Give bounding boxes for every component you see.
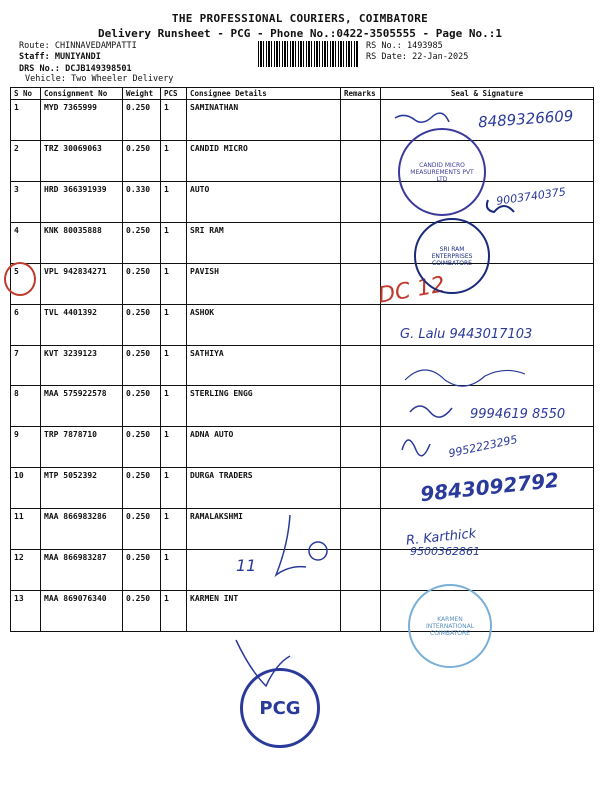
- cell-pcs: 1: [161, 181, 187, 222]
- cell-remarks: [341, 509, 381, 550]
- rs-date-line: RS Date: 22-Jan-2025: [366, 52, 469, 62]
- cell-weight: 0.250: [123, 140, 161, 181]
- header-sno: S No: [11, 88, 41, 100]
- cell-weight: 0.250: [123, 427, 161, 468]
- cell-weight: 0.250: [123, 591, 161, 632]
- header-signature: Seal & Signature: [381, 88, 594, 100]
- cell-pcs: 1: [161, 550, 187, 591]
- table-row: [11, 591, 594, 632]
- route-line: Route: CHINNAVEDAMPATTI: [19, 41, 137, 51]
- cell-remarks: [341, 386, 381, 427]
- karmen-stamp: KARMEN INTERNATIONAL COIMBATORE: [408, 584, 492, 668]
- barcode-image: [258, 41, 358, 67]
- rs-no-line: RS No.: 1493985: [366, 41, 443, 51]
- cell-sno: 6: [11, 304, 41, 345]
- cell-sno: 11: [11, 509, 41, 550]
- cell-remarks: [341, 222, 381, 263]
- cell-weight: 0.250: [123, 509, 161, 550]
- vehicle-line: Vehicle: Two Wheeler Delivery: [25, 74, 174, 84]
- header-consignee: Consignee Details: [187, 88, 341, 100]
- cell-signature: [381, 345, 594, 386]
- cell-consignee: SATHIYA: [187, 345, 341, 386]
- cell-consignee: PAVISH: [187, 263, 341, 304]
- cell-consignment: MAA 866983286: [41, 509, 123, 550]
- table-row: [11, 140, 594, 181]
- table-row: [11, 345, 594, 386]
- cell-consignee: CANDID MICRO: [187, 140, 341, 181]
- cell-weight: 0.250: [123, 100, 161, 141]
- rs-date-value: 22-Jan-2025: [412, 52, 469, 62]
- cell-weight: 0.250: [123, 468, 161, 509]
- cell-sno: 13: [11, 591, 41, 632]
- cell-sno: 1: [11, 100, 41, 141]
- cell-consignee: SRI RAM: [187, 222, 341, 263]
- cell-consignment: KNK 80035888: [41, 222, 123, 263]
- cell-remarks: [341, 345, 381, 386]
- cell-consignment: MTP 5052392: [41, 468, 123, 509]
- cell-weight: 0.250: [123, 386, 161, 427]
- route-value: CHINNAVEDAMPATTI: [54, 41, 137, 51]
- handwriting-row-3: 9003740375: [495, 185, 567, 208]
- cell-remarks: [341, 468, 381, 509]
- cell-pcs: 1: [161, 345, 187, 386]
- cell-weight: 0.250: [123, 304, 161, 345]
- header-consignment: Consignment No: [41, 88, 123, 100]
- staff-line: Staff: MUNIYANDI: [19, 52, 101, 62]
- cell-sno: 9: [11, 427, 41, 468]
- handwriting-row-5: DC 12: [376, 272, 447, 309]
- cell-pcs: 1: [161, 591, 187, 632]
- cell-weight: 0.250: [123, 345, 161, 386]
- cell-pcs: 1: [161, 263, 187, 304]
- table-row: [11, 509, 594, 550]
- sri-ram-stamp: SRI RAM ENTERPRISES COIMBATORE: [414, 218, 490, 294]
- handwriting-row-9: 9952223295: [447, 432, 519, 461]
- cell-consignee: AUTO: [187, 181, 341, 222]
- cell-weight: 0.250: [123, 550, 161, 591]
- cell-consignment: MYD 7365999: [41, 100, 123, 141]
- cell-consignment: TVL 4401392: [41, 304, 123, 345]
- candid-micro-stamp: CANDID MICRO MEASUREMENTS PVT LTD: [398, 128, 486, 216]
- runsheet-table: [10, 87, 594, 632]
- cell-remarks: [341, 591, 381, 632]
- cell-consignment: MAA 866983287: [41, 550, 123, 591]
- company-title: THE PROFESSIONAL COURIERS, COIMBATORE: [171, 12, 429, 25]
- cell-remarks: [341, 304, 381, 345]
- cell-pcs: 1: [161, 427, 187, 468]
- cell-pcs: 1: [161, 509, 187, 550]
- handwriting-row-11: R. Karthick: [405, 526, 477, 549]
- header-pcs: PCS: [161, 88, 187, 100]
- cell-consignment: HRD 366391939: [41, 181, 123, 222]
- cell-consignment: TRP 7878710: [41, 427, 123, 468]
- cell-consignee: ASHOK: [187, 304, 341, 345]
- cell-sno: 5: [11, 263, 41, 304]
- cell-remarks: [341, 263, 381, 304]
- cell-consignee: STERLING ENGG: [187, 386, 341, 427]
- handwriting-row-8: 9994619 8550: [470, 407, 566, 422]
- cell-weight: 0.250: [123, 222, 161, 263]
- handwriting-mark-12: 11: [236, 556, 257, 575]
- cell-weight: 0.330: [123, 181, 161, 222]
- runsheet-subtitle: Delivery Runsheet - PCG - Phone No.:0422-3505555 - Page No.:1: [98, 27, 502, 40]
- cell-sno: 3: [11, 181, 41, 222]
- cell-consignment: VPL 942834271: [41, 263, 123, 304]
- handwriting-row-1: 8489326609: [477, 106, 574, 132]
- drs-value: DCJB149398501: [65, 64, 132, 74]
- cell-sno: 4: [11, 222, 41, 263]
- cell-weight: 0.250: [123, 263, 161, 304]
- rs-no-value: 1493985: [406, 41, 443, 51]
- table-row: [11, 263, 594, 304]
- handwriting-row-10: 9843092792: [419, 467, 561, 507]
- cell-remarks: [341, 100, 381, 141]
- cell-pcs: 1: [161, 140, 187, 181]
- cell-consignment: KVT 3239123: [41, 345, 123, 386]
- cell-consignment: MAA 575922578: [41, 386, 123, 427]
- cell-sno: 10: [11, 468, 41, 509]
- cell-consignee: RAMALAKSHMI: [187, 509, 341, 550]
- cell-consignee: DURGA TRADERS: [187, 468, 341, 509]
- cell-consignee: KARMEN INT: [187, 591, 341, 632]
- handwriting-row-12: 9500362861: [410, 545, 480, 558]
- header-remarks: Remarks: [341, 88, 381, 100]
- drs-line: DRS No.: DCJB149398501: [19, 64, 132, 74]
- cell-sno: 8: [11, 386, 41, 427]
- cell-pcs: 1: [161, 222, 187, 263]
- cell-remarks: [341, 550, 381, 591]
- handwriting-row-6: G. Lalu 9443017103: [400, 327, 533, 342]
- header-weight: Weight: [123, 88, 161, 100]
- cell-consignment: MAA 869076340: [41, 591, 123, 632]
- table-header-row: [11, 88, 594, 100]
- cell-pcs: 1: [161, 386, 187, 427]
- cell-remarks: [341, 427, 381, 468]
- cell-pcs: 1: [161, 100, 187, 141]
- cell-consignee: SAMINATHAN: [187, 100, 341, 141]
- cell-consignee: ADNA AUTO: [187, 427, 341, 468]
- vehicle-value: Two Wheeler Delivery: [71, 74, 174, 84]
- cell-pcs: 1: [161, 468, 187, 509]
- staff-value: MUNIYANDI: [54, 52, 101, 62]
- cell-consignee: [187, 550, 341, 591]
- table-row: [11, 550, 594, 591]
- cell-remarks: [341, 140, 381, 181]
- cell-sno: 2: [11, 140, 41, 181]
- cell-pcs: 1: [161, 304, 187, 345]
- pcg-stamp: PCG: [240, 668, 320, 748]
- red-circle-row-5: [4, 262, 36, 296]
- cell-sno: 12: [11, 550, 41, 591]
- cell-sno: 7: [11, 345, 41, 386]
- table-row: [11, 222, 594, 263]
- cell-remarks: [341, 181, 381, 222]
- cell-consignment: TRZ 30069063: [41, 140, 123, 181]
